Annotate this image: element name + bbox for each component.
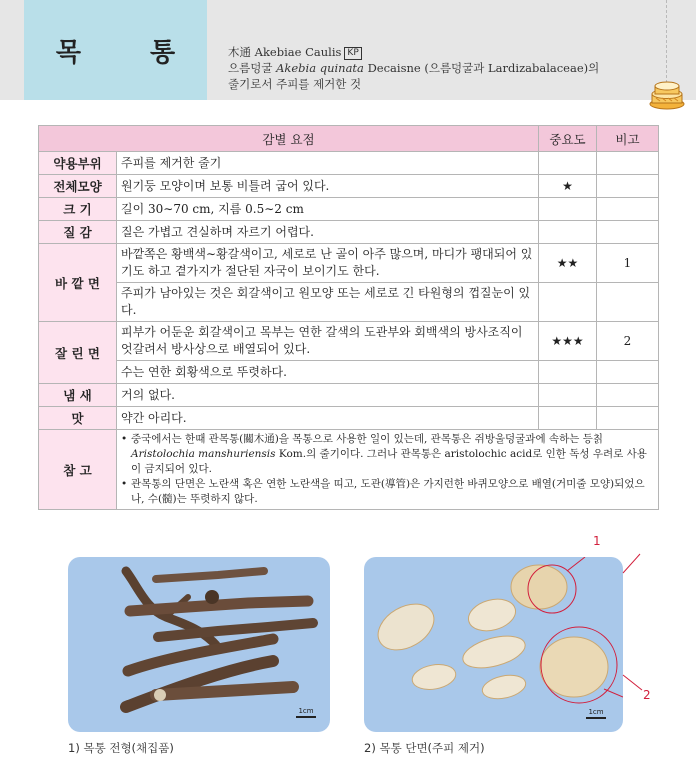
- row-note: [597, 152, 659, 175]
- row-note: [597, 384, 659, 407]
- row-importance: [539, 384, 597, 407]
- row-label: 냄 새: [39, 384, 117, 407]
- row-label: 바 깥 면: [39, 244, 117, 322]
- row-note: 1: [597, 244, 659, 283]
- row-importance: [539, 198, 597, 221]
- photo-cross-sections: [364, 557, 623, 732]
- reference-content: [117, 430, 659, 510]
- reference-item: • 중국에서는 한때 관목통(關木通)을 목통으로 사용한 일이 있는데, 관목통은 쥐방울덩굴과에 속하는 등칡 Aristolochia manshuriensis Kom.의 줄기이다. 그러나 관목통은 aristolochic acid로 인한 독성 우려로 사용이 금지되어 있다.: [121, 433, 647, 475]
- row-importance: [539, 361, 597, 384]
- row-description: 길이 30∼70 cm, 지름 0.5∼2 cm: [117, 198, 539, 221]
- row-description: 주피를 제거한 줄기: [117, 152, 539, 175]
- row-note: [597, 221, 659, 244]
- row-importance: [539, 152, 597, 175]
- table-row: [39, 322, 659, 361]
- row-description: 질은 가볍고 견실하며 자르기 어렵다.: [117, 221, 539, 244]
- header-line-2: 으름덩굴 Akebia quinata Decaisne (으름덩굴과 Lardizabalaceae)의: [228, 61, 600, 75]
- header-note: 비고: [597, 126, 659, 152]
- marker-lines: [620, 540, 680, 705]
- row-label: 전체모양: [39, 175, 117, 198]
- row-importance: [539, 407, 597, 430]
- table-row: [39, 283, 659, 322]
- table-row: [39, 175, 659, 198]
- header-key-points: 감별 요점: [39, 126, 539, 152]
- row-importance: ★★★: [539, 322, 597, 361]
- caption-cross-sections: 2) 목통 단면(주피 제거): [364, 741, 485, 755]
- photo-stems: [68, 557, 330, 732]
- header-importance: 중요도: [539, 126, 597, 152]
- scale-label-1: 1cm: [298, 707, 314, 715]
- dashed-divider: [666, 0, 667, 88]
- identification-table: [38, 125, 659, 510]
- row-label: 잘 린 면: [39, 322, 117, 384]
- row-label: 크 기: [39, 198, 117, 221]
- row-label: 질 감: [39, 221, 117, 244]
- caption-stems: 1) 목통 전형(채집품): [68, 741, 174, 755]
- reference-row: [39, 430, 659, 510]
- table-row: [39, 407, 659, 430]
- table-row: [39, 384, 659, 407]
- marker-2: 2: [643, 688, 651, 702]
- table-row: [39, 198, 659, 221]
- reference-item: • 관목통의 단면은 노란색 혹은 연한 노란색을 띠고, 도관(導管)은 가지런한 바퀴모양으로 배열(거미줄 모양)되었으나, 수(髓)는 뚜렷하지 않다.: [121, 478, 645, 505]
- row-description: 원기둥 모양이며 보통 비틀려 굽어 있다.: [117, 175, 539, 198]
- header-line-1: 木通 Akebiae Caulis KP: [228, 44, 599, 60]
- table-row: [39, 221, 659, 244]
- stems-image: [68, 557, 330, 732]
- row-importance: ★: [539, 175, 597, 198]
- row-note: [597, 407, 659, 430]
- row-importance: [539, 221, 597, 244]
- table-header-row: [39, 126, 659, 152]
- row-importance: ★★: [539, 244, 597, 283]
- row-label: 약용부위: [39, 152, 117, 175]
- table-row: [39, 152, 659, 175]
- row-description: 피부가 어둔운 회갈색이고 목부는 연한 갈색의 도관부와 회백색의 방사조직이 엇갈려서 방사상으로 배열되어 있다.: [117, 322, 539, 361]
- layer-cake-icon: [648, 78, 686, 110]
- bullet-icon: •: [121, 478, 128, 490]
- page-title: 목 통: [55, 37, 206, 68]
- marker-1: 1: [593, 534, 601, 548]
- row-note: [597, 361, 659, 384]
- kp-badge: KP: [344, 47, 361, 60]
- scale-label-2: 1cm: [588, 708, 604, 716]
- row-note: [597, 283, 659, 322]
- row-label: 맛: [39, 407, 117, 430]
- header-description: [228, 44, 599, 92]
- title-box: [24, 0, 207, 100]
- cross-sections-image: [364, 557, 623, 732]
- row-note: 2: [597, 322, 659, 361]
- bullet-icon: •: [121, 433, 128, 445]
- row-description: 약간 아리다.: [117, 407, 539, 430]
- row-description: 거의 없다.: [117, 384, 539, 407]
- row-description: 바깥쪽은 황백색∼황갈색이고, 세로로 난 골이 아주 많으며, 마디가 팽대되어 있기도 하고 곁가지가 절단된 자국이 보이기도 한다.: [117, 244, 539, 283]
- header-line-3: 줄기로서 주피를 제거한 것: [228, 77, 362, 91]
- row-note: [597, 175, 659, 198]
- row-note: [597, 198, 659, 221]
- row-description: 수는 연한 회황색으로 뚜렷하다.: [117, 361, 539, 384]
- row-importance: [539, 283, 597, 322]
- reference-label: 참 고: [39, 430, 117, 510]
- row-description: 주피가 남아있는 것은 회갈색이고 원모양 또는 세로로 긴 타원형의 껍질눈이 있다.: [117, 283, 539, 322]
- table-row: [39, 244, 659, 283]
- table-row: [39, 361, 659, 384]
